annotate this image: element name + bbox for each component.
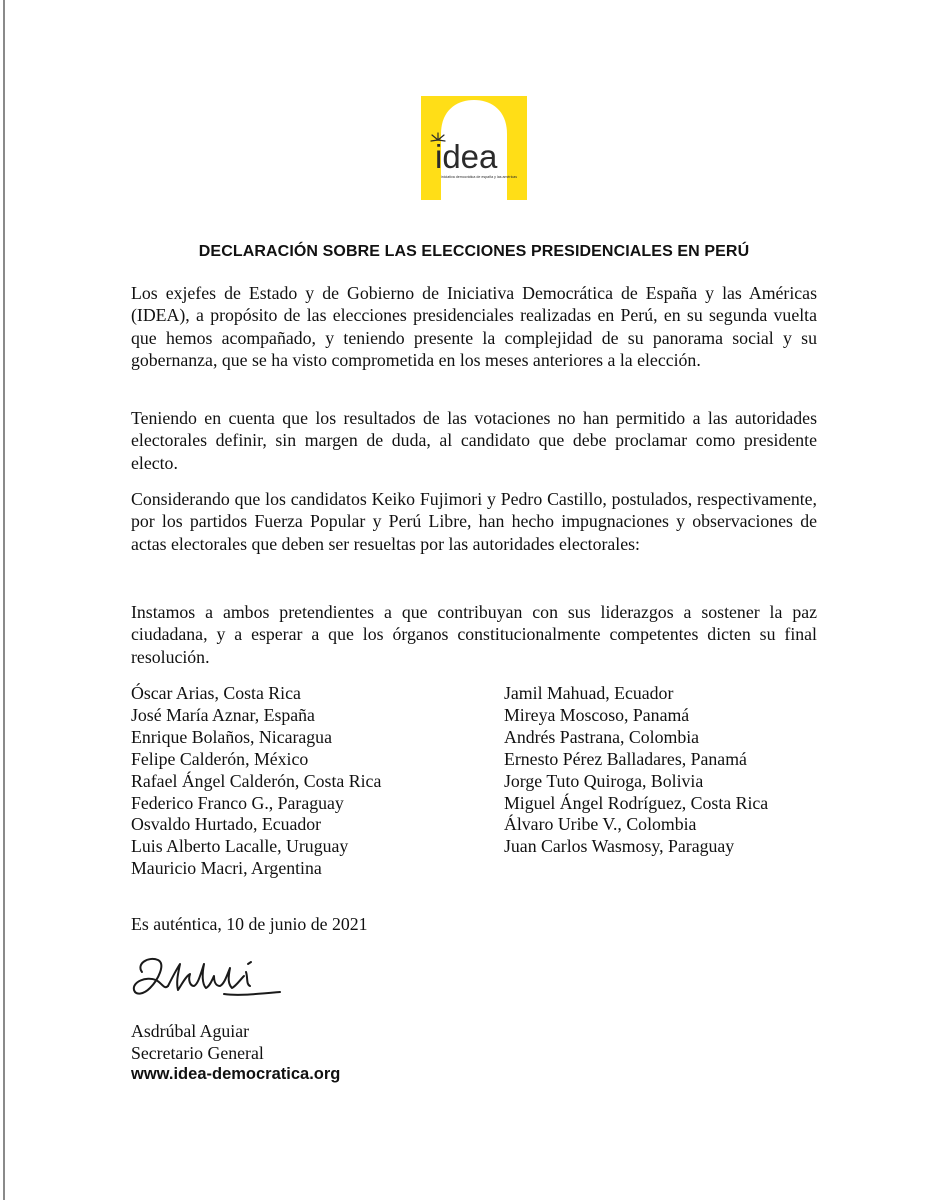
signer-name: Asdrúbal Aguiar [131, 1021, 250, 1041]
signatory: Óscar Arias, Costa Rica [131, 683, 301, 703]
signatory: Rafael Ángel Calderón, Costa Rica [131, 770, 382, 791]
signatories-right-column [504, 683, 768, 858]
handwritten-signature [128, 950, 288, 1008]
signatory: Jamil Mahuad, Ecuador [504, 683, 674, 703]
document-title: DECLARACIÓN SOBRE LAS ELECCIONES PRESIDENCIALES EN PERÚ [198, 243, 750, 260]
signatory: Juan Carlos Wasmosy, Paraguay [504, 836, 735, 857]
paragraph-4: Instamos a ambos pretendientes a que contribuyan con sus liderazgos a sostener la paz ciudadana, y a esperar a que los órganos constitucionalmente competentes dicten su final resolución. [131, 602, 817, 667]
paragraph-3: Considerando que los candidatos Keiko Fujimori y Pedro Castillo, postulados, respectivamente, por los partidos Fuerza Popular y Perú Libre, han hecho impugnaciones y observaciones de actas electorales que deben ser resueltas por las autoridades electorales: [131, 489, 817, 554]
signatory: Luis Alberto Lacalle, Uruguay [131, 836, 349, 857]
signatory: Federico Franco G., Paraguay [131, 792, 344, 813]
scan-edge [3, 0, 5, 1200]
idea-logo [421, 96, 527, 200]
website-url: www.idea-democratica.org [131, 1065, 341, 1083]
logo-word: idea [435, 138, 498, 175]
signatory: Ernesto Pérez Balladares, Panamá [504, 748, 747, 769]
paragraph-1: Los exjefes de Estado y de Gobierno de Iniciativa Democrática de España y las Américas (IDEA), a propósito de las elecciones presidenciales realizadas en Perú, en su segunda vuelta que hemos acompañado, y teniendo presente la complejidad de su panorama social y su gobernanza, que se ha visto comprometida en los meses anteriores a la elección. [131, 283, 817, 371]
signer-role: Secretario General [131, 1043, 264, 1064]
signatory: Mauricio Macri, Argentina [131, 858, 322, 879]
signatory: Mireya Moscoso, Panamá [504, 704, 690, 725]
signer-block [131, 1020, 264, 1065]
signatory: Miguel Ángel Rodríguez, Costa Rica [504, 792, 769, 813]
signatory: Jorge Tuto Quiroga, Bolivia [504, 770, 704, 791]
authentication-date: Es auténtica, 10 de junio de 2021 [131, 914, 368, 934]
signature-graphic [128, 950, 288, 1008]
signatory: Andrés Pastrana, Colombia [504, 726, 700, 747]
signatories-left-column [131, 683, 381, 880]
signatory: Álvaro Uribe V., Colombia [504, 814, 697, 835]
signatory: Enrique Bolaños, Nicaragua [131, 726, 332, 747]
signatory: Osvaldo Hurtado, Ecuador [131, 814, 322, 835]
signatory: José María Aznar, España [131, 704, 315, 725]
idea-logo-graphic [421, 96, 527, 200]
signatory: Felipe Calderón, México [131, 748, 309, 769]
paragraph-2: Teniendo en cuenta que los resultados de las votaciones no han permitido a las autoridades electorales definir, sin margen de duda, al candidato que debe proclamar como presidente electo. [131, 408, 817, 473]
logo-tagline: iniciativa democrática de españa y las américas [441, 175, 518, 179]
